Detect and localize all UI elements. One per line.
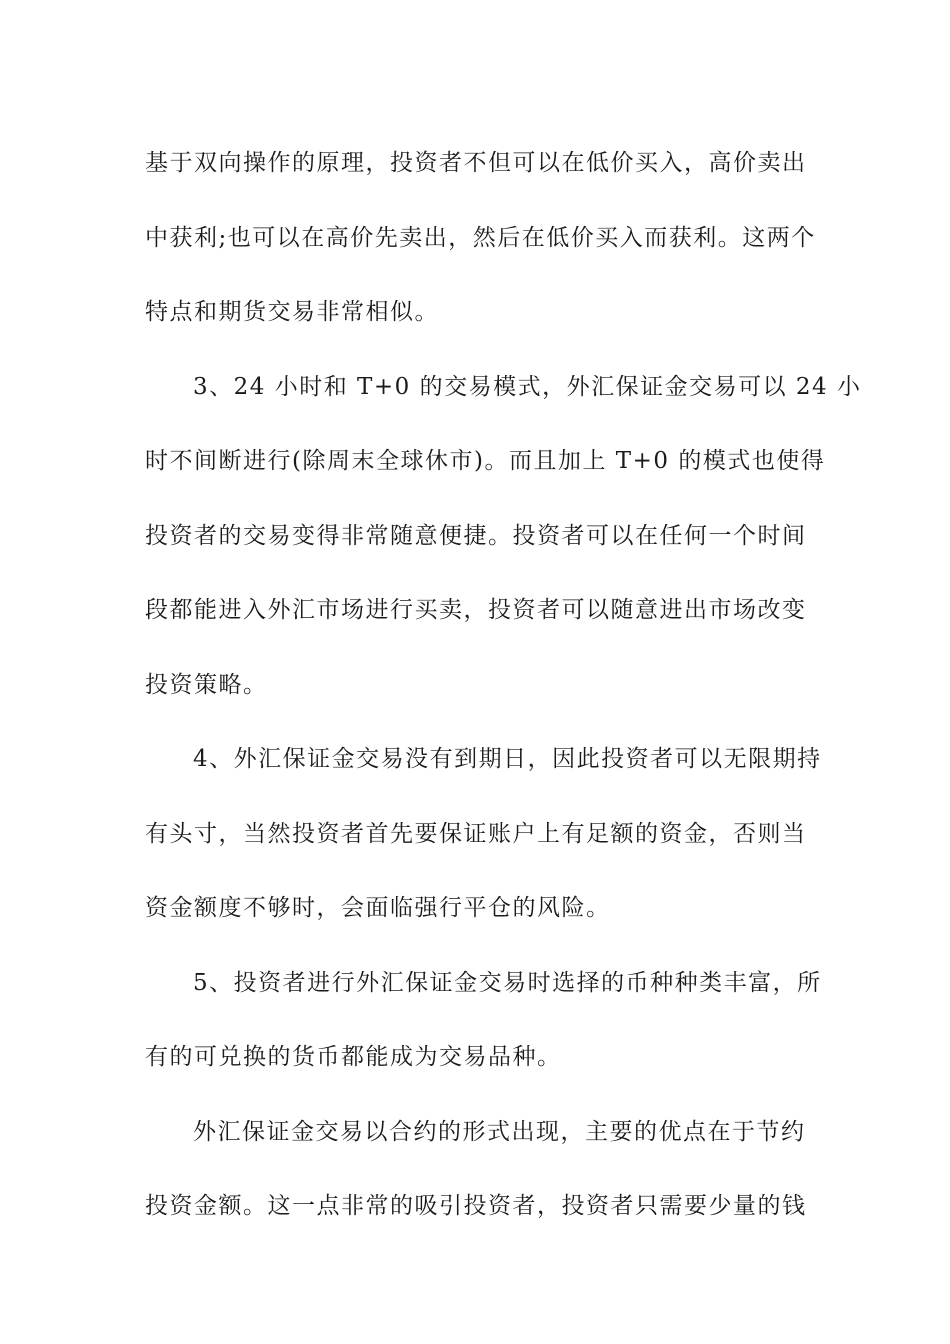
text-line: 段都能进入外汇市场进行买卖，投资者可以随意进出市场改变 — [145, 597, 807, 623]
text-line: 时不间断进行(除周末全球休市)。而且加上 T+0 的模式也使得 — [145, 448, 826, 474]
text-line: 特点和期货交易非常相似。 — [145, 299, 439, 325]
document-body — [145, 126, 862, 1244]
text-line: 投资者的交易变得非常随意便捷。投资者可以在任何一个时间 — [145, 522, 807, 549]
text-line: 基于双向操作的原理，投资者不但可以在低价买入，高价卖出 — [145, 150, 807, 176]
text-line: 5、投资者进行外汇保证金交易时选择的币种种类丰富，所 — [193, 969, 822, 996]
text-line: 中获利;也可以在高价先卖出，然后在低价买入而获利。这两个 — [145, 224, 816, 251]
text-line: 投资策略。 — [145, 671, 268, 698]
text-line: 投资金额。这一点非常的吸引投资者，投资者只需要少量的钱 — [145, 1193, 807, 1219]
text-line: 4、外汇保证金交易没有到期日，因此投资者可以无限期持 — [193, 746, 822, 772]
text-line: 有头寸，当然投资者首先要保证账户上有足额的资金，否则当 — [145, 820, 807, 847]
text-line: 有的可兑换的货币都能成为交易品种。 — [145, 1044, 562, 1070]
text-line: 外汇保证金交易以合约的形式出现，主要的优点在于节约 — [193, 1118, 806, 1145]
text-line: 资金额度不够时，会面临强行平仓的风险。 — [145, 895, 611, 921]
text-line: 3、24 小时和 T+0 的交易模式，外汇保证金交易可以 24 小 — [193, 373, 862, 400]
